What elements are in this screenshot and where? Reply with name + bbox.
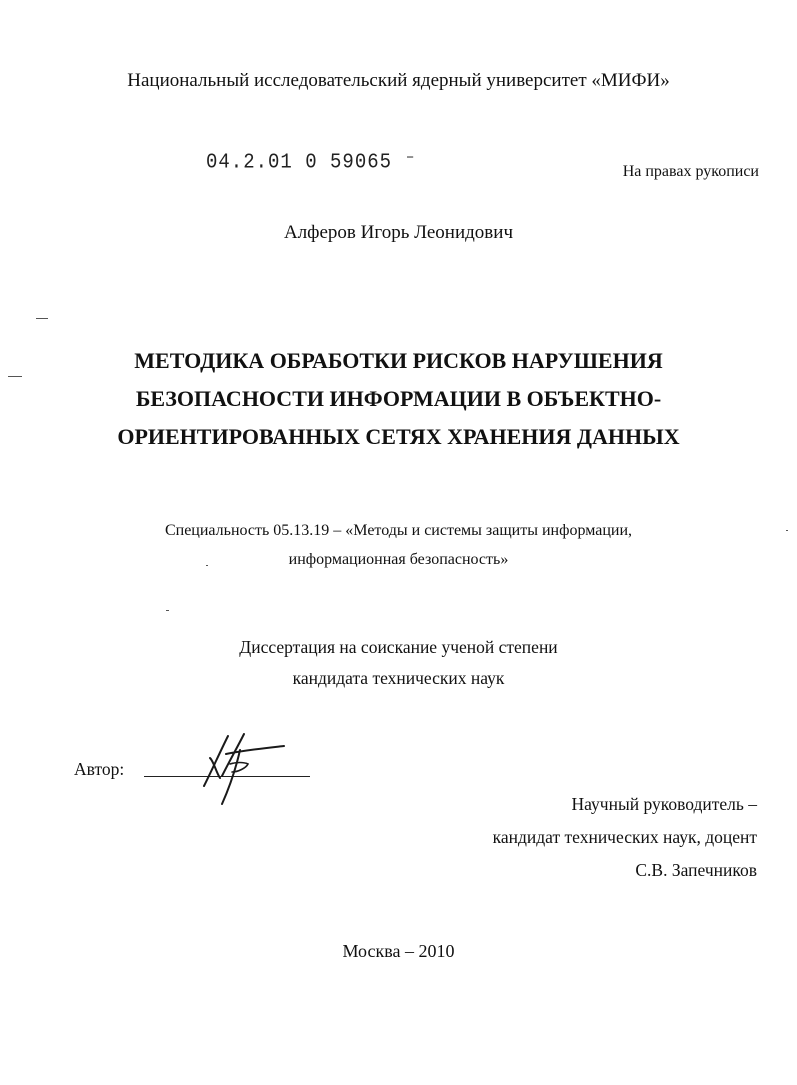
scan-speck [206, 565, 208, 566]
supervisor-title: Научный руководитель – [571, 794, 757, 814]
specialty-line-2: информационная безопасность» [288, 551, 509, 568]
degree-statement [0, 632, 797, 694]
dissertation-title [0, 342, 797, 456]
registration-stamp-number: 04.2.01 0 59065 ⁻ [206, 149, 417, 175]
specialty-block [0, 516, 797, 574]
author-signature [186, 728, 296, 808]
specialty-line-1: Специальность 05.13.19 – «Методы и системы защиты информации, [164, 522, 633, 539]
scan-speck [8, 376, 22, 377]
scan-speck [166, 610, 169, 611]
city-year: Москва – 2010 [342, 941, 455, 961]
degree-line-1: Диссертация на соискание ученой степени [239, 637, 558, 657]
scan-speck [786, 530, 788, 531]
university-name: Национальный исследовательский ядерный университет «МИФИ» [127, 70, 670, 91]
title-line-3: ОРИЕНТИРОВАННЫХ СЕТЯХ ХРАНЕНИЯ ДАННЫХ [117, 424, 680, 449]
title-line-2: БЕЗОПАСНОСТИ ИНФОРМАЦИИ В ОБЪЕКТНО- [135, 386, 662, 411]
scan-speck [36, 318, 48, 319]
manuscript-note: На правах рукописи [622, 163, 759, 180]
title-line-1: МЕТОДИКА ОБРАБОТКИ РИСКОВ НАРУШЕНИЯ [134, 348, 663, 373]
supervisor-name: С.В. Запечников [635, 860, 757, 880]
degree-line-2: кандидата технических наук [292, 668, 505, 688]
supervisor-block [493, 788, 757, 887]
author-label: Автор: [74, 759, 125, 779]
author-name: Алферов Игорь Леонидович [283, 222, 513, 243]
supervisor-degree: кандидат технических наук, доцент [492, 827, 757, 847]
